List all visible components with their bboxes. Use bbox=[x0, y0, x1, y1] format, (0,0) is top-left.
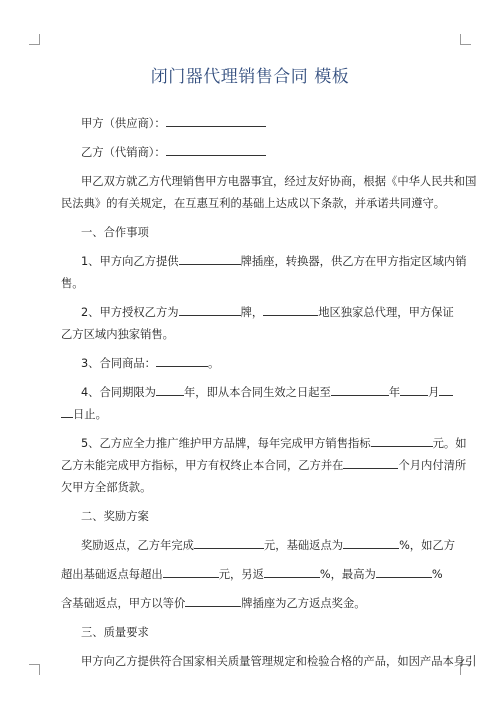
text: 奖励返点，乙方年完成 bbox=[81, 539, 194, 552]
clause-1-line2: 售。 bbox=[61, 277, 84, 290]
clause-4-line2 bbox=[61, 404, 439, 426]
blank-field[interactable] bbox=[343, 455, 398, 469]
text: 含基础返点，甲方以等价 bbox=[61, 597, 186, 610]
text: 年，即从本合同生效之日起至 bbox=[183, 386, 331, 399]
text: 元，另返 bbox=[218, 568, 264, 581]
blank-field[interactable] bbox=[264, 564, 320, 578]
document-body bbox=[61, 113, 477, 673]
clause-5-line2 bbox=[61, 455, 467, 477]
blank-field[interactable] bbox=[163, 564, 219, 578]
blank-field[interactable] bbox=[156, 382, 184, 396]
rewards-line1 bbox=[61, 535, 456, 557]
blank-field[interactable] bbox=[166, 142, 266, 156]
text: % bbox=[431, 568, 443, 581]
party-a-label: 甲方（供应商）： bbox=[81, 117, 166, 130]
blank-field[interactable] bbox=[263, 302, 318, 316]
corner-mark-bottom-left bbox=[29, 664, 40, 675]
clause-2-line1 bbox=[61, 302, 454, 324]
text: 。 bbox=[207, 357, 220, 370]
text: %，如乙方 bbox=[399, 539, 456, 552]
corner-mark-top-left bbox=[29, 34, 40, 45]
intro-paragraph-line2: 民法典》的有关规定，在互惠互利的基础上达成以下条款，并承诺共同遵守。 bbox=[61, 197, 446, 210]
blank-field[interactable] bbox=[343, 535, 399, 549]
text: 乙方未能完成甲方指标，甲方有权终止本合同，乙方并在 bbox=[61, 459, 344, 472]
quality-paragraph-line1: 甲方向乙方提供符合国家相关质量管理规定和检验合格的产品，如因产品本身引 bbox=[81, 655, 477, 668]
party-b-label: 乙方（代销商）： bbox=[81, 146, 166, 159]
text: 元。如 bbox=[432, 437, 467, 450]
blank-field[interactable] bbox=[371, 433, 433, 447]
text: 3、合同商品： bbox=[81, 357, 156, 370]
blank-field[interactable] bbox=[376, 564, 432, 578]
blank-field[interactable] bbox=[194, 535, 264, 549]
corner-mark-top-right bbox=[460, 34, 471, 45]
blank-field[interactable] bbox=[400, 382, 428, 396]
text: 地区独家总代理，甲方保证 bbox=[318, 306, 454, 319]
blank-field[interactable] bbox=[185, 593, 241, 607]
blank-field[interactable] bbox=[156, 353, 208, 367]
clause-5-line1 bbox=[61, 433, 467, 455]
clause-2-line2: 乙方区域内独家销售。 bbox=[61, 328, 174, 341]
party-a-line bbox=[61, 113, 439, 135]
text: 日止。 bbox=[73, 408, 107, 421]
blank-field[interactable] bbox=[61, 404, 73, 418]
intro-paragraph-line1: 甲乙双方就乙方代理销售甲方电器事宜，经过友好协商，根据《中华人民共和国 bbox=[81, 175, 477, 188]
text: 5、乙方应全力推广维护甲方品牌，每年完成甲方销售指标 bbox=[81, 437, 371, 450]
blank-field[interactable] bbox=[179, 302, 241, 316]
party-b-line bbox=[61, 142, 439, 164]
text: 月 bbox=[428, 386, 440, 399]
text: 元，基础返点为 bbox=[263, 539, 344, 552]
section-heading-cooperation: 一、合作事项 bbox=[81, 226, 149, 239]
blank-field[interactable] bbox=[166, 113, 266, 127]
document-title: 闭门器代理销售合同 模板 bbox=[150, 67, 350, 87]
section-heading-quality: 三、质量要求 bbox=[81, 626, 149, 639]
clause-5-line3: 欠甲方全部货款。 bbox=[61, 481, 152, 494]
text: 牌， bbox=[240, 306, 264, 319]
text: 牌插座为乙方返点奖金。 bbox=[241, 597, 366, 610]
clause-4-line1 bbox=[61, 382, 439, 404]
clause-3 bbox=[61, 353, 439, 375]
text: 2、甲方授权乙方为 bbox=[81, 306, 179, 319]
text: %，最高为 bbox=[319, 568, 376, 581]
text: 超出基础返点每超出 bbox=[61, 568, 163, 581]
rewards-line2 bbox=[61, 564, 443, 586]
text: 4、合同期限为 bbox=[81, 386, 156, 399]
clause-1-line1 bbox=[61, 251, 467, 273]
blank-field[interactable] bbox=[179, 251, 241, 265]
text: 年 bbox=[388, 386, 401, 399]
text: 个月内付清所 bbox=[398, 459, 467, 472]
section-heading-rewards: 二、奖励方案 bbox=[81, 510, 149, 523]
blank-field[interactable] bbox=[439, 382, 453, 396]
text: 1、甲方向乙方提供 bbox=[81, 255, 179, 268]
blank-field[interactable] bbox=[331, 382, 389, 396]
text: 牌插座，转换器，供乙方在甲方指定区域内销 bbox=[240, 255, 467, 268]
rewards-line3 bbox=[61, 593, 439, 615]
